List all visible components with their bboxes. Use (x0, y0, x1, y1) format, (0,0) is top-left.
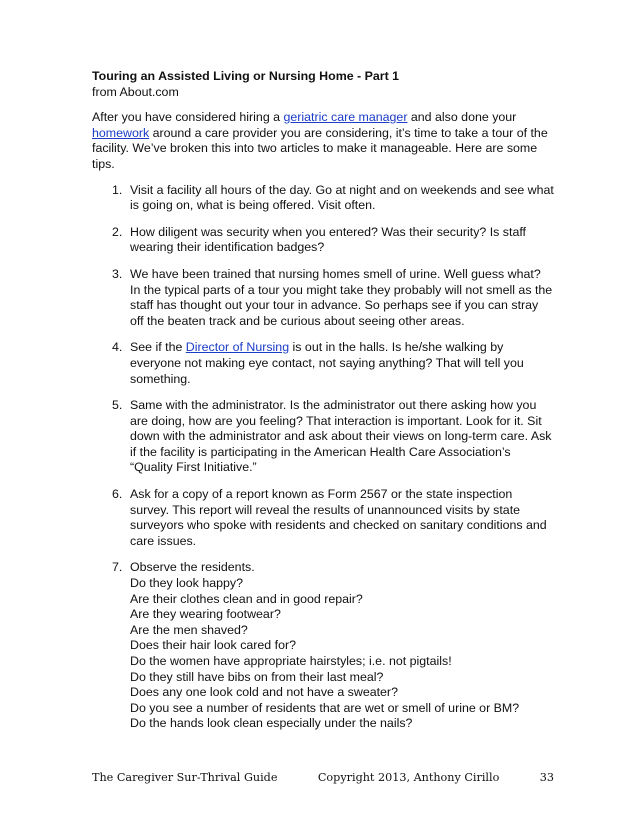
item-text: Visit a facility all hours of the day. Go at night and on weekends and see what is going on, what is being offered. Visit often. (130, 182, 554, 213)
observation-line: Are their clothes clean and in good repair? (130, 591, 363, 606)
intro-text: After you have considered hiring a (92, 110, 284, 125)
observation-line: Do they look happy? (130, 576, 243, 591)
article-source: from About.com (92, 84, 179, 99)
item-number: 1. (112, 182, 123, 197)
intro-paragraph (92, 110, 554, 172)
item-number: 6. (112, 487, 123, 502)
item-number: 3. (112, 266, 123, 281)
geriatric-care-manager-link[interactable]: geriatric care manager (283, 110, 408, 125)
item-number: 4. (112, 340, 123, 355)
item-number: 5. (112, 398, 123, 413)
observation-line: Are they wearing footwear? (130, 607, 281, 622)
footer-page-number: 33 (539, 771, 554, 784)
director-of-nursing-link[interactable]: Director of Nursing (185, 340, 290, 355)
observation-line: Do the women have appropriate hairstyles; i.e. not pigtails! (130, 654, 452, 668)
list-item (92, 183, 554, 214)
observation-line: Do they still have bibs on from their last meal? (130, 669, 384, 684)
item-text: See if the (130, 340, 186, 355)
item-number: 2. (112, 224, 123, 239)
intro-text: around a care provider you are considering, it’s time to take a tour of the facility. We’ve broken this into two articles to make it manageable. Here are some tips. (92, 125, 548, 171)
observation-line: Are the men shaved? (130, 622, 248, 637)
list-item (92, 340, 554, 387)
item-text: is out in the halls. Is he/she walking by everyone not making eye contact, not saying anything? That will tell you something. (130, 340, 524, 386)
item-text: Ask for a copy of a report known as Form 2567 or the state inspection survey. This report will reveal the results of unannounced visits by state surveyors who spoke with residents and checked on sanitary conditions and care issues. (130, 487, 547, 548)
observation-line: Observe the residents. (130, 560, 255, 575)
list-item (92, 225, 554, 256)
page-footer (92, 771, 554, 784)
item-number: 7. (112, 560, 123, 575)
document-page (92, 69, 554, 743)
item-text: Same with the administrator. Is the administrator out there asking how you are doing, how are you feeling? That interaction is important. Look for it. Sit down with the administrator and ask about their views on long-term care. Ask if the facility is participating in the American Health Care Association’s “Quality First Initiative.” (130, 398, 552, 475)
item-text: How diligent was security when you entered? Was their security? Is staff wearing their identification badges? (130, 224, 526, 255)
intro-text: and also done your (407, 110, 517, 125)
list-item (92, 560, 554, 732)
footer-copyright: Copyright 2013, Anthony Cirillo (317, 771, 500, 784)
tips-list (92, 183, 554, 732)
footer-book-title: The Caregiver Sur-Thrival Guide (92, 771, 278, 784)
observation-line: Does any one look cold and not have a sweater? (130, 685, 398, 700)
homework-link[interactable]: homework (92, 125, 150, 140)
list-item (92, 267, 554, 329)
article-title: Touring an Assisted Living or Nursing Home - Part 1 (92, 69, 400, 83)
list-item (92, 398, 554, 476)
observation-line: Do the hands look clean especially under the nails? (130, 716, 413, 731)
item-text: We have been trained that nursing homes smell of urine. Well guess what? In the typical parts of a tour you might take they probably will not smell as the staff has thought out your tour in advance. So perhaps see if you can stray off the beaten track and be curious about seeing other areas. (130, 266, 553, 328)
observation-line: Does their hair look cared for? (130, 638, 296, 653)
list-item (92, 487, 554, 549)
observation-line: Do you see a number of residents that are wet or smell of urine or BM? (130, 700, 520, 715)
